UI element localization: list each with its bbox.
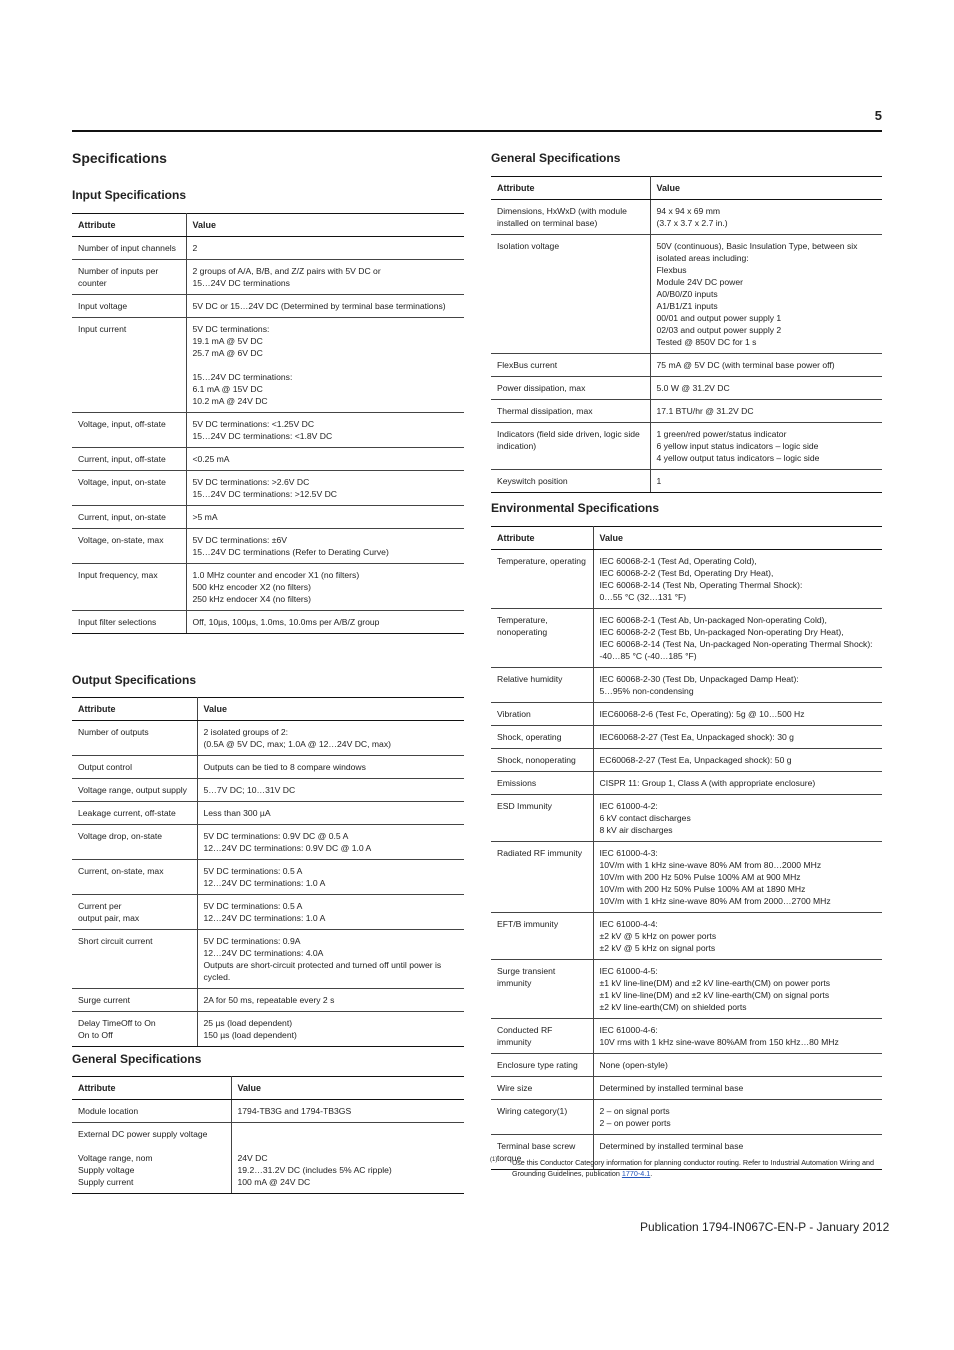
table-row: [491, 913, 882, 960]
attribute-cell: Input filter selections: [72, 611, 186, 634]
value-cell: 5.0 W @ 31.2V DC: [650, 377, 882, 400]
value-cell: None (open-style): [593, 1054, 882, 1077]
table-row: [491, 200, 882, 235]
value-cell: 1794-TB3G and 1794-TB3GS: [231, 1100, 464, 1123]
table-row: [491, 749, 882, 772]
table-row: [72, 802, 464, 825]
table-row: [72, 930, 464, 989]
footnote-end: .: [650, 1169, 653, 1178]
value-cell: IEC 60068-2-30 (Test Db, Unpackaged Damp Heat): 5…95% non-condensing: [593, 668, 882, 703]
value-cell: IEC 61000-4-2: 6 kV contact discharges 8 kV air discharges: [593, 795, 882, 842]
value-cell: 24V DC 19.2…31.2V DC (includes 5% AC ripple) 100 mA @ 24V DC: [231, 1123, 464, 1194]
value-cell: IEC60068-2-6 (Test Fc, Operating): 5g @ 10…500 Hz: [593, 703, 882, 726]
page-title: Specifications: [72, 150, 167, 166]
attribute-cell: Leakage current, off-state: [72, 802, 197, 825]
value-cell: 25 µs (load dependent) 150 µs (load dependent): [197, 1012, 464, 1047]
attribute-cell: Output control: [72, 756, 197, 779]
value-cell: IEC 61000-4-3: 10V/m with 1 kHz sine-wave 80% AM from 80…2000 MHz 10V/m with 200 Hz 50% Pulse 100% AM at 900 MHz 10V/m with 200 Hz 50% Pulse 100% AM at 1890 MHz 10V/m with 1 kHz sine-wave 80% AM from 2000…2700 MHz: [593, 842, 882, 913]
table-row: [491, 703, 882, 726]
attribute-cell: Current, input, off-state: [72, 448, 186, 471]
table-row: [491, 354, 882, 377]
value-cell: EC60068-2-27 (Test Ea, Unpackaged shock): 50 g: [593, 749, 882, 772]
table-row: [491, 1100, 882, 1135]
table-row: [72, 471, 464, 506]
value-cell: 2 isolated groups of 2: (0.5A @ 5V DC, max; 1.0A @ 12…24V DC, max): [197, 721, 464, 756]
attribute-cell: Voltage, input, on-state: [72, 471, 186, 506]
attribute-cell: Emissions: [491, 772, 593, 795]
attribute-cell: Keyswitch position: [491, 470, 650, 493]
value-cell: 50V (continuous), Basic Insulation Type, between six isolated areas including: Flexbus Module 24V DC power A0/B0/Z0 inputs A1/B1/Z1 inputs 00/01 and output power supply 1 02/03 and output power supply 2 Tested @ 850V DC for 1 s: [650, 235, 882, 354]
table-row: [72, 506, 464, 529]
table-row: [72, 413, 464, 448]
attribute-cell: Temperature, nonoperating: [491, 609, 593, 668]
attribute-cell: Wiring category(1): [491, 1100, 593, 1135]
table-row: [72, 1100, 464, 1123]
attribute-cell: Input current: [72, 318, 186, 413]
table-row: [72, 756, 464, 779]
value-cell: IEC60068-2-27 (Test Ea, Unpackaged shock): 30 g: [593, 726, 882, 749]
general-spec-left-table: [72, 1076, 464, 1194]
value-cell: 5V DC terminations: <1.25V DC 15…24V DC terminations: <1.8V DC: [186, 413, 464, 448]
attribute-cell: Radiated RF immunity: [491, 842, 593, 913]
table-row: [491, 550, 882, 609]
attribute-cell: Number of input channels: [72, 237, 186, 260]
attribute-cell: Voltage, input, off-state: [72, 413, 186, 448]
table-row: [491, 1054, 882, 1077]
value-cell: Off, 10µs, 100µs, 1.0ms, 10.0ms per A/B/Z group: [186, 611, 464, 634]
value-cell: IEC 61000-4-6: 10V rms with 1 kHz sine-wave 80%AM from 150 kHz…80 MHz: [593, 1019, 882, 1054]
environmental-spec-table: [491, 526, 882, 1170]
table-row: [72, 825, 464, 860]
table-row: [491, 423, 882, 470]
value-cell: 5V DC terminations: 0.9A 12…24V DC terminations: 4.0A Outputs are short-circuit protected and turned off until power is cycled.: [197, 930, 464, 989]
publication-link[interactable]: 1770-4.1: [621, 1169, 651, 1178]
table-row: [72, 779, 464, 802]
table-row: [491, 795, 882, 842]
value-cell: 1 green/red power/status indicator 6 yellow input status indicators – logic side 4 yellow output tatus indicators – logic side: [650, 423, 882, 470]
table-row: [491, 470, 882, 493]
value-cell: <0.25 mA: [186, 448, 464, 471]
attribute-cell: Voltage drop, on-state: [72, 825, 197, 860]
table-row: [72, 295, 464, 318]
attribute-header: Attribute: [72, 1077, 231, 1100]
attribute-cell: Thermal dissipation, max: [491, 400, 650, 423]
table-row: [491, 1077, 882, 1100]
value-cell: 5V DC terminations: >2.6V DC 15…24V DC terminations: >12.5V DC: [186, 471, 464, 506]
input-spec-table: [72, 213, 464, 634]
value-cell: 5V DC terminations: 0.9V DC @ 0.5 A 12…24V DC terminations: 0.9V DC @ 1.0 A: [197, 825, 464, 860]
table-row: [72, 895, 464, 930]
attribute-cell: Terminal base screw torque: [491, 1135, 593, 1170]
attribute-cell: Power dissipation, max: [491, 377, 650, 400]
value-cell: Determined by installed terminal base: [593, 1135, 882, 1170]
attribute-cell: Surge current: [72, 989, 197, 1012]
table-row: [491, 400, 882, 423]
table-row: [491, 960, 882, 1019]
value-cell: 5V DC terminations: 19.1 mA @ 5V DC 25.7 mA @ 6V DC 15…24V DC terminations: 6.1 mA @ 15V DC 10.2 mA @ 24V DC: [186, 318, 464, 413]
value-cell: >5 mA: [186, 506, 464, 529]
value-header: Value: [197, 698, 464, 721]
table-row: [72, 564, 464, 611]
attribute-cell: Number of outputs: [72, 721, 197, 756]
attribute-cell: Isolation voltage: [491, 235, 650, 354]
attribute-header: Attribute: [491, 527, 593, 550]
publication-info: Publication 1794-IN067C-EN-P - January 2012: [640, 1220, 890, 1234]
table-row: [72, 529, 464, 564]
attribute-cell: Dimensions, HxWxD (with module installed on terminal base): [491, 200, 650, 235]
value-cell: 75 mA @ 5V DC (with terminal base power off): [650, 354, 882, 377]
table-row: [491, 235, 882, 354]
header-rule: [72, 130, 882, 132]
attribute-cell: Shock, operating: [491, 726, 593, 749]
attribute-cell: EFT/B immunity: [491, 913, 593, 960]
value-cell: Outputs can be tied to 8 compare windows: [197, 756, 464, 779]
attribute-cell: Short circuit current: [72, 930, 197, 989]
value-cell: 94 x 94 x 69 mm (3.7 x 3.7 x 2.7 in.): [650, 200, 882, 235]
attribute-cell: Input frequency, max: [72, 564, 186, 611]
table-row: [491, 668, 882, 703]
table-row: [491, 377, 882, 400]
value-header: Value: [231, 1077, 464, 1100]
value-cell: 2 – on signal ports 2 – on power ports: [593, 1100, 882, 1135]
attribute-cell: Indicators (field side driven, logic side indication): [491, 423, 650, 470]
attribute-cell: ESD Immunity: [491, 795, 593, 842]
value-cell: IEC 60068-2-1 (Test Ab, Un-packaged Non-operating Cold), IEC 60068-2-2 (Test Bb, Un-packaged Non-operating Dry Heat), IEC 60068-2-14 (Test Na, Un-packaged Non-operating Thermal Shock): -40…85 °C (-40…185 °F): [593, 609, 882, 668]
attribute-cell: Delay TimeOff to On On to Off: [72, 1012, 197, 1047]
attribute-cell: Temperature, operating: [491, 550, 593, 609]
value-cell: 5V DC or 15…24V DC (Determined by terminal base terminations): [186, 295, 464, 318]
attribute-cell: Enclosure type rating: [491, 1054, 593, 1077]
table-row: [491, 842, 882, 913]
attribute-cell: Vibration: [491, 703, 593, 726]
attribute-cell: Current, input, on-state: [72, 506, 186, 529]
attribute-cell: Input voltage: [72, 295, 186, 318]
attribute-cell: Number of inputs per counter: [72, 260, 186, 295]
table-row: [72, 237, 464, 260]
value-cell: Determined by installed terminal base: [593, 1077, 882, 1100]
value-cell: 1.0 MHz counter and encoder X1 (no filters) 500 kHz encoder X2 (no filters) 250 kHz endocer X4 (no filters): [186, 564, 464, 611]
attribute-cell: Voltage, on-state, max: [72, 529, 186, 564]
attribute-cell: Surge transient immunity: [491, 960, 593, 1019]
value-cell: 17.1 BTU/hr @ 31.2V DC: [650, 400, 882, 423]
table-row: [72, 611, 464, 634]
table-row: [72, 860, 464, 895]
footnote-text: Use this Conductor Category information for planning conductor routing. Refer to Industrial Automation Wiring and Grounding Guidelines, publication: [512, 1158, 874, 1178]
footnote-mark: (1): [490, 1157, 498, 1163]
attribute-cell: Conducted RF immunity: [491, 1019, 593, 1054]
value-cell: Less than 300 µA: [197, 802, 464, 825]
general-spec-right-title: General Specifications: [491, 151, 621, 165]
value-cell: IEC 60068-2-1 (Test Ad, Operating Cold), IEC 60068-2-2 (Test Bd, Operating Dry Heat), IEC 60068-2-14 (Test Nb, Operating Thermal Shock): 0…55 °C (32…131 °F): [593, 550, 882, 609]
general-spec-left-title: General Specifications: [72, 1052, 202, 1066]
input-spec-title: Input Specifications: [72, 188, 187, 202]
value-cell: 2: [186, 237, 464, 260]
value-cell: IEC 61000-4-5: ±1 kV line-line(DM) and ±2 kV line-earth(CM) on power ports ±1 kV line-line(DM) and ±2 kV line-earth(CM) on signal ports ±2 kV line-earth(CM) on shielded ports: [593, 960, 882, 1019]
value-cell: IEC 61000-4-4: ±2 kV @ 5 kHz on power ports ±2 kV @ 5 kHz on signal ports: [593, 913, 882, 960]
table-row: [491, 772, 882, 795]
value-header: Value: [650, 177, 882, 200]
output-spec-table: [72, 697, 464, 1047]
environmental-spec-title: Environmental Specifications: [491, 501, 660, 515]
attribute-header: Attribute: [72, 214, 186, 237]
table-row: [491, 726, 882, 749]
table-row: [72, 448, 464, 471]
value-cell: 5…7V DC; 10…31V DC: [197, 779, 464, 802]
table-row: [72, 1012, 464, 1047]
value-cell: 5V DC terminations: ±6V 15…24V DC terminations (Refer to Derating Curve): [186, 529, 464, 564]
value-cell: 5V DC terminations: 0.5 A 12…24V DC terminations: 1.0 A: [197, 860, 464, 895]
table-row: [72, 1123, 464, 1194]
table-row: [491, 1019, 882, 1054]
page-number: 5: [874, 108, 882, 123]
table-row: [72, 721, 464, 756]
value-header: Value: [186, 214, 464, 237]
attribute-cell: Voltage range, output supply: [72, 779, 197, 802]
table-row: [72, 989, 464, 1012]
general-spec-right-table: [491, 176, 882, 493]
attribute-cell: External DC power supply voltage Voltage range, nom Supply voltage Supply current: [72, 1123, 231, 1194]
attribute-cell: Shock, nonoperating: [491, 749, 593, 772]
attribute-cell: Wire size: [491, 1077, 593, 1100]
attribute-cell: FlexBus current: [491, 354, 650, 377]
value-cell: 1: [650, 470, 882, 493]
table-row: [491, 609, 882, 668]
output-spec-title: Output Specifications: [72, 673, 197, 687]
table-row: [72, 318, 464, 413]
table-row: [72, 260, 464, 295]
attribute-cell: Current per output pair, max: [72, 895, 197, 930]
value-cell: 2 groups of A/A, B/B, and Z/Z pairs with 5V DC or 15…24V DC terminations: [186, 260, 464, 295]
attribute-header: Attribute: [491, 177, 650, 200]
value-cell: CISPR 11: Group 1, Class A (with appropriate enclosure): [593, 772, 882, 795]
value-cell: 5V DC terminations: 0.5 A 12…24V DC terminations: 1.0 A: [197, 895, 464, 930]
attribute-cell: Current, on-state, max: [72, 860, 197, 895]
value-header: Value: [593, 527, 882, 550]
attribute-header: Attribute: [72, 698, 197, 721]
attribute-cell: Relative humidity: [491, 668, 593, 703]
value-cell: 2A for 50 ms, repeatable every 2 s: [197, 989, 464, 1012]
attribute-cell: Module location: [72, 1100, 231, 1123]
